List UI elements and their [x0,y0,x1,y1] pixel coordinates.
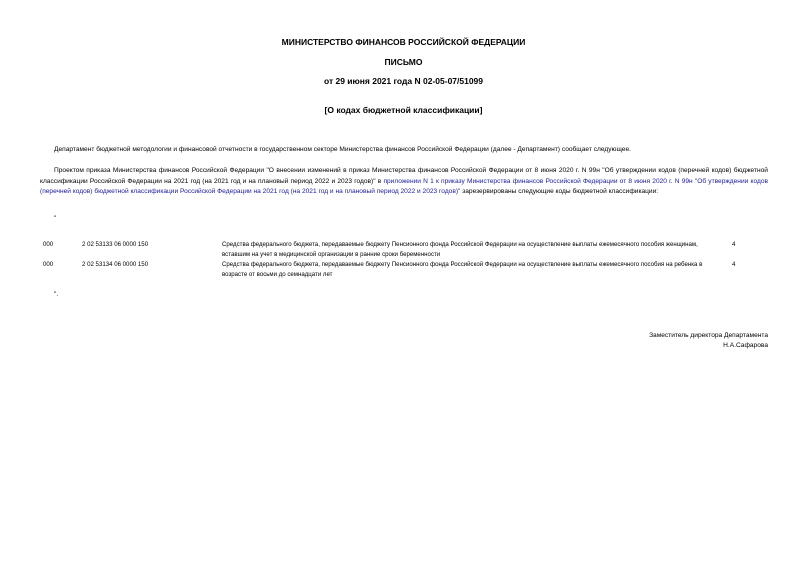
paragraph-intro: Департамент бюджетной методологии и финансовой отчетности в государственном секторе Министерства финансов Российской Федерации (далее - Департамент) сообщает следующее. [54,146,631,153]
appendix-link[interactable]: приложении N 1 к приказу Министерства финансов Российской Федерации от 8 июня 2020 г. N 99н "Об утверждении кодов (перечней кодов) бюджетной классификации Российской Федерации на 2021 год (на 2021 год и на плановый период 2022 и 2023 годов)" [40,177,768,195]
paragraph-main [40,166,768,198]
ministry-title: МИНИСТЕРСТВО ФИНАНСОВ РОССИЙСКОЙ ФЕДЕРАЦИИ [281,37,526,47]
signatory-name: Н.А.Сафарова [723,342,768,349]
document-type: ПИСЬМО [384,57,423,67]
document-subject: [О кодах бюджетной классификации] [324,105,483,115]
admin-code-cell: 000 [43,241,54,248]
paragraph-main-text-end: зарезервированы следующие коды бюджетной классификации: [460,188,659,195]
description-cell: Средства федерального бюджета, передаваемые бюджету Пенсионного фонда Российской Федерации на осуществление выплаты ежемесячного пособия женщинам, вставшим на учет в медицинской организации в ранние сроки беременности [222,241,698,258]
document-date-number: от 29 июня 2021 года N 02-05-07/51099 [323,76,484,86]
number-cell: 4 [732,261,736,268]
paragraph-main-text-start: Проектом приказа Министерства финансов Российской Федерации "О внесении изменений в приказ Министерства финансов Российской Федерации от 8 июня 2020 г. N 99н "Об утверждении кодов (перечней кодов) бюджетной классификации Российской Федерации на 2021 год (на 2021 год и на плановый период 2022 и 2023 годов)" в [40,167,768,185]
quote-open-mark: " [54,215,57,222]
quote-close-mark: ". [54,291,59,298]
signatory-position: Заместитель директора Департамента [649,332,768,339]
budget-code-cell: 2 02 53134 06 0000 150 [82,261,149,268]
budget-code-cell: 2 02 53133 06 0000 150 [82,241,149,248]
description-cell: Средства федерального бюджета, передаваемые бюджету Пенсионного фонда Российской Федерации на осуществление выплаты ежемесячного пособия на ребенка в возрасте от восьми до семнадцати лет [222,261,703,278]
number-cell: 4 [732,241,736,248]
admin-code-cell: 000 [43,261,54,268]
